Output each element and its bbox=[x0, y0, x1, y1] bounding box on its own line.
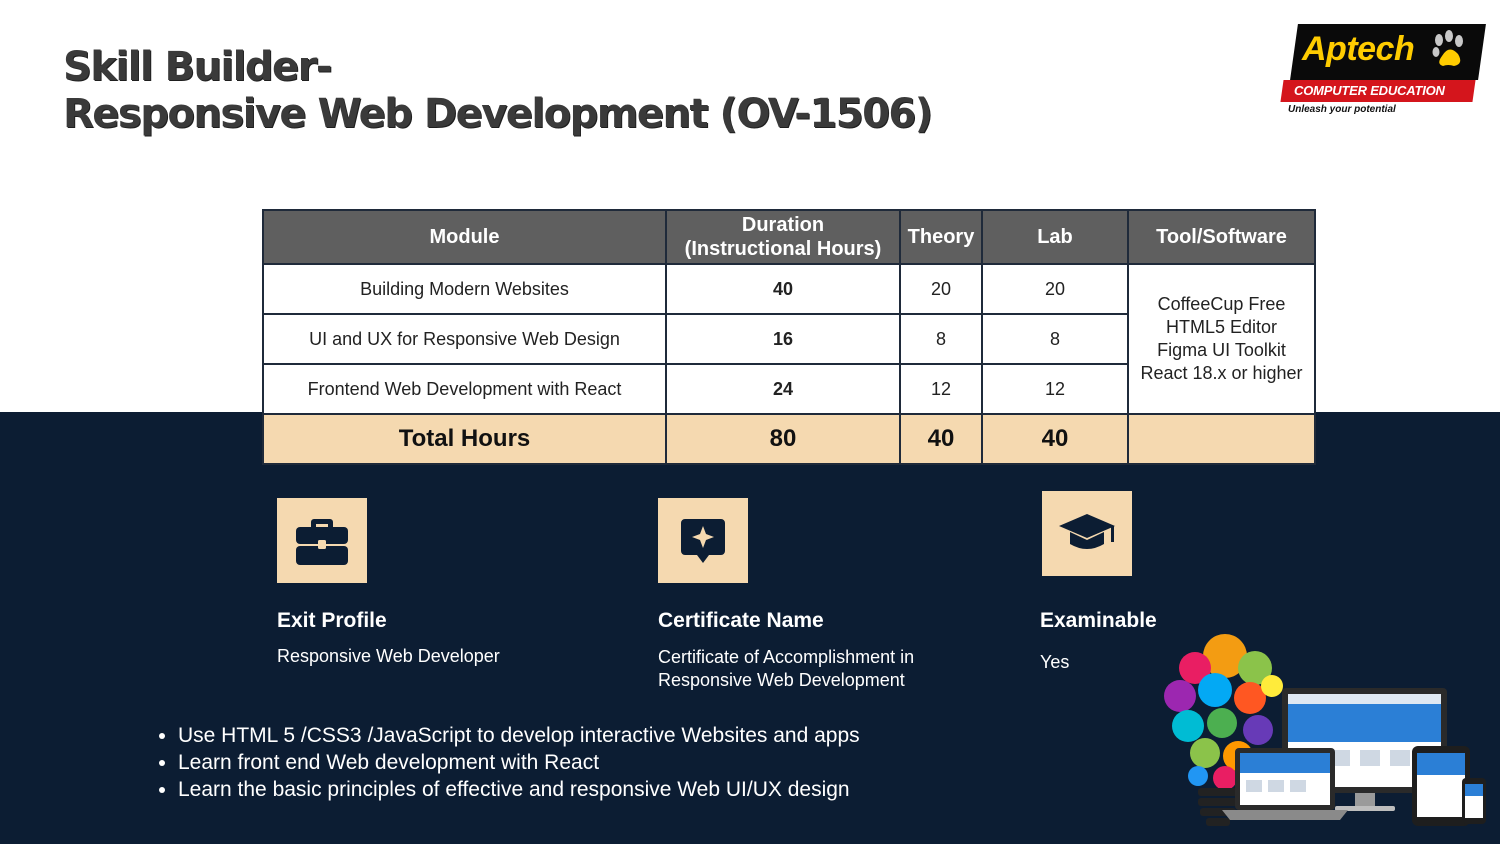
responsive-devices-illustration bbox=[1150, 628, 1490, 838]
module-cell: UI and UX for Responsive Web Design bbox=[263, 314, 666, 364]
tools-cell bbox=[1128, 264, 1315, 414]
title-line-2: Responsive Web Development (OV-1506) bbox=[63, 91, 932, 137]
module-cell: Frontend Web Development with React bbox=[263, 364, 666, 414]
header-duration-line1: Duration bbox=[741, 214, 825, 236]
theory-cell: 8 bbox=[900, 314, 982, 364]
table-header-row bbox=[263, 210, 1315, 264]
page-title bbox=[63, 44, 932, 138]
graduation-cap-icon bbox=[1057, 510, 1117, 558]
header-lab: Lab bbox=[982, 210, 1128, 264]
header-duration bbox=[666, 210, 900, 264]
duration-cell: 40 bbox=[666, 264, 900, 314]
list-item: • Learn front end Web development with React bbox=[178, 749, 1078, 776]
examinable-label: Examinable bbox=[1040, 609, 1157, 632]
exit-profile-value: Responsive Web Developer bbox=[277, 646, 500, 666]
logo-brand: Aptech bbox=[1302, 30, 1415, 68]
certificate-value-line2: Responsive Web Development bbox=[658, 670, 905, 690]
paw-icon bbox=[1430, 30, 1466, 70]
list-item: • Use HTML 5 /CSS3 /JavaScript to develop interactive Websites and apps bbox=[178, 722, 1078, 749]
title-line-1: Skill Builder- bbox=[63, 44, 331, 90]
logo-band-text: COMPUTER EDUCATION bbox=[1294, 83, 1445, 98]
header-duration-line2: (Instructional Hours) bbox=[684, 238, 882, 260]
table-row bbox=[263, 264, 1315, 314]
total-label: Total Hours bbox=[263, 414, 666, 464]
lab-cell: 8 bbox=[982, 314, 1128, 364]
learning-outcomes-list bbox=[140, 722, 1078, 803]
theory-cell: 12 bbox=[900, 364, 982, 414]
tool-item: React 18.x or higher bbox=[1140, 363, 1303, 383]
certificate-value-line1: Certificate of Accomplishment in bbox=[658, 647, 915, 667]
total-row bbox=[263, 414, 1315, 464]
header-module: Module bbox=[263, 210, 666, 264]
tool-item: CoffeeCup Free bbox=[1157, 294, 1286, 314]
header-tools: Tool/Software bbox=[1128, 210, 1315, 264]
total-duration: 80 bbox=[666, 414, 900, 464]
tool-item: Figma UI Toolkit bbox=[1157, 340, 1286, 360]
lab-cell: 12 bbox=[982, 364, 1128, 414]
list-item: • Learn the basic principles of effective and responsive Web UI/UX design bbox=[178, 776, 1078, 803]
tool-item: HTML5 Editor bbox=[1165, 317, 1278, 337]
total-tools-empty bbox=[1128, 414, 1315, 464]
examinable-icon-box bbox=[1042, 491, 1132, 576]
certificate-value bbox=[658, 646, 914, 692]
certificate-icon bbox=[679, 517, 727, 565]
theory-cell: 20 bbox=[900, 264, 982, 314]
certificate-label: Certificate Name bbox=[658, 609, 824, 632]
exit-profile-label: Exit Profile bbox=[277, 609, 387, 632]
tablet-graphic bbox=[1412, 746, 1470, 826]
examinable-value: Yes bbox=[1040, 652, 1070, 672]
total-lab: 40 bbox=[982, 414, 1128, 464]
header-theory: Theory bbox=[900, 210, 982, 264]
aptech-logo bbox=[1280, 24, 1482, 120]
duration-cell: 16 bbox=[666, 314, 900, 364]
laptop-graphic bbox=[1222, 748, 1348, 820]
exit-profile-icon-box bbox=[277, 498, 367, 583]
module-table bbox=[262, 209, 1316, 465]
module-cell: Building Modern Websites bbox=[263, 264, 666, 314]
briefcase-icon bbox=[294, 515, 350, 567]
logo-tagline: Unleash your potential bbox=[1288, 104, 1396, 115]
lab-cell: 20 bbox=[982, 264, 1128, 314]
certificate-icon-box bbox=[658, 498, 748, 583]
duration-cell: 24 bbox=[666, 364, 900, 414]
phone-graphic bbox=[1462, 778, 1486, 824]
total-theory: 40 bbox=[900, 414, 982, 464]
